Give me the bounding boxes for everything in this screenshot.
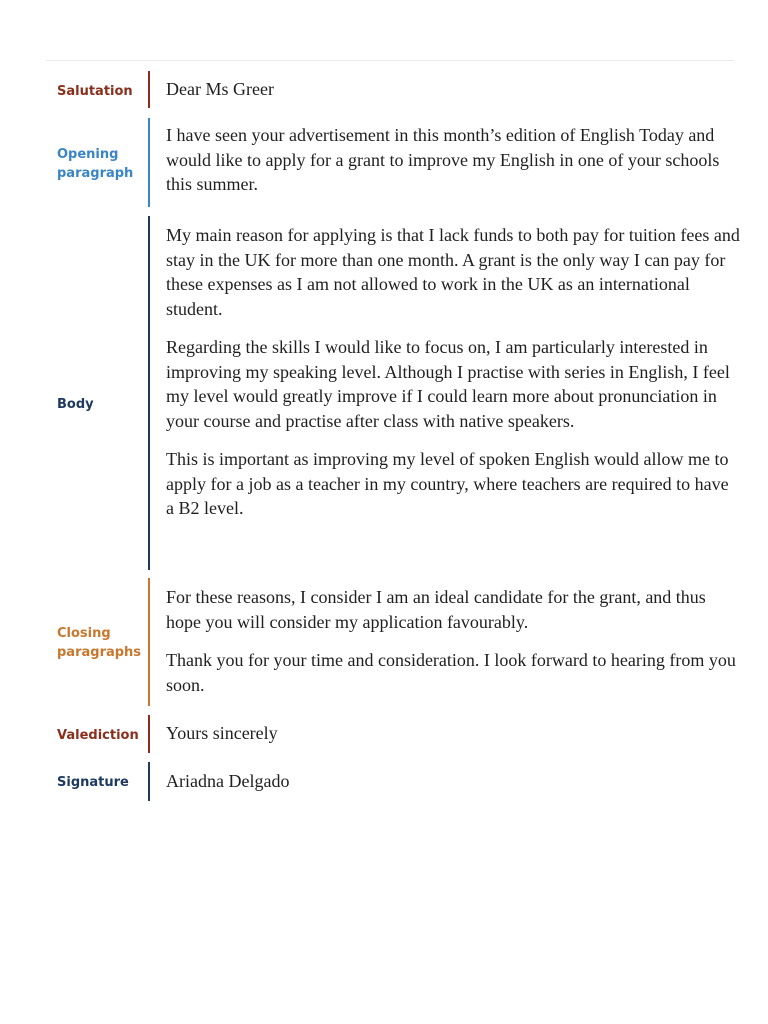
salutation-text: Dear Ms Greer [166,79,274,99]
closing-paragraph: For these reasons, I consider I am an ideal candidate for the grant, and thus hope you will consider my application favourably. [166,587,706,632]
valediction-text: Yours sincerely [166,723,278,743]
opening-bar [148,118,150,207]
opening-label: Opening paragraph [57,147,134,181]
closing-label: Closing paragraphs [57,626,142,660]
salutation-label: Salutation [57,84,133,99]
body-paragraph: Regarding the skills I would like to focus on, I am particularly interested in improving my speaking level. Although I practise with series in English, I feel my level would greatly improve if I could learn more about pronunciation in your course and practise after class with native speakers. [166,337,730,431]
salutation-bar [148,71,150,108]
body-bar [148,216,150,570]
body-label: Body [57,397,94,412]
top-divider [46,60,734,61]
signature-label: Signature [57,775,129,790]
valediction-bar [148,715,150,753]
closing-paragraph: Thank you for your time and consideration. I look forward to hearing from you soon. [166,650,736,695]
closing-bar [148,578,150,706]
signature-text: Ariadna Delgado [166,771,290,791]
body-text [166,223,740,521]
valediction-label: Valediction [57,728,139,743]
body-paragraph: My main reason for applying is that I lack funds to both pay for tuition fees and stay in the UK for more than one month. A grant is the only way I can pay for these expenses as I am not allowed to work in the UK as an international student. [166,225,740,319]
body-paragraph: This is important as improving my level of spoken English would allow me to apply for a job as a teacher in my country, where teachers are required to have a B2 level. [166,449,729,518]
opening-text: I have seen your advertisement in this month’s edition of English Today and would like to apply for a grant to improve my English in one of your schools this summer. [166,125,720,194]
closing-text [166,585,740,697]
signature-bar [148,762,150,801]
